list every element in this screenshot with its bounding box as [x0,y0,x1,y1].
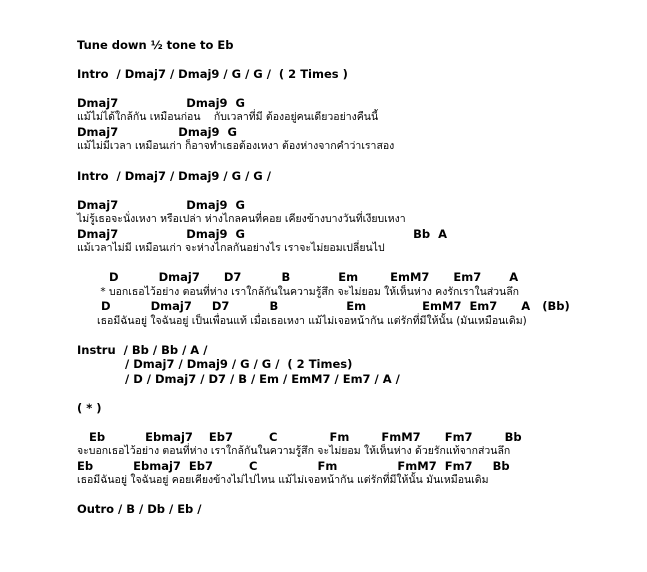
outro-line: Outro / B / Db / Eb / [77,502,202,516]
lyric-line: เธอมีฉันอยู่ ใจฉันอยู่ คอยเคียงข้างไม่ไปไหน แม้ไม่เจอหน้ากัน แต่รักที่มีให้นั้น มันเหมือนเดิม [77,474,489,486]
lyric-line: แม้เวลาไม่มี เหมือนเก่า จะห่างไกลกันอย่างไร เราจะไม่ยอมเปลี่ยนไป [77,242,385,254]
instru-line: / Dmaj7 / Dmaj9 / G / G / ( 2 Times) [77,357,353,371]
chord-line: Dmaj7 Dmaj9 G [77,125,237,139]
chord-line: Dmaj7 Dmaj9 G Bb A [77,227,448,241]
lyric-line: แม้ไม่ได้ใกล้กัน เหมือนก่อน กับเวลาที่มี ต้องอยู่คนเดียวอย่างคืนนี้ [77,111,379,123]
lyric-line: * บอกเธอไว้อย่าง ตอนที่ห่าง เราใกล้กันในความรู้สึก จะไม่ยอม ให้เห็นห่าง คงรักเราในส่วนลึก [77,286,520,298]
chord-line: Eb Ebmaj7 Eb7 C Fm FmM7 Fm7 Bb [77,459,510,473]
lyric-line: เธอมีฉันอยู่ ใจฉันอยู่ เป็นเพื่อนแท้ เมื่อเธอเหงา แม้ไม่เจอหน้ากัน แต่รักที่มีให้นั้น (มันเหมือนเดิม) [77,315,527,327]
chord-line: Eb Ebmaj7 Eb7 C Fm FmM7 Fm7 Bb [77,430,522,444]
instru-line: / D / Dmaj7 / D7 / B / Em / EmM7 / Em7 / A / [77,372,400,386]
lyric-line: จะบอกเธอไว้อย่าง ตอนที่ห่าง เราใกล้กันในความรู้สึก จะไม่ยอม ให้เห็นห่าง ด้วยรักแท้จากส่วนลึก [77,445,511,457]
instru-line: Instru / Bb / Bb / A / [77,343,208,357]
intro-line: Intro / Dmaj7 / Dmaj9 / G / G / [77,169,271,183]
chord-line: Dmaj7 Dmaj9 G [77,96,245,110]
repeat-marker: ( * ) [77,401,102,415]
chord-line: D Dmaj7 D7 B Em EmM7 Em7 A (Bb) [77,299,570,313]
chord-line: D Dmaj7 D7 B Em EmM7 Em7 A [77,270,519,284]
intro-line: Intro / Dmaj7 / Dmaj9 / G / G / ( 2 Times ) [77,67,348,81]
lyric-line: แม้ไม่มีเวลา เหมือนเก่า ก็อาจทำเธอต้องเหงา ต้องห่างจากคำว่าเราสอง [77,140,395,152]
lyric-line: ไม่รู้เธอจะนั่งเหงา หรือเปล่า ห่างไกลคนที่คอย เคียงข้างบางวันที่เงียบเหงา [77,213,406,225]
chord-line: Dmaj7 Dmaj9 G [77,198,245,212]
tuning-line: Tune down ½ tone to Eb [77,38,234,52]
